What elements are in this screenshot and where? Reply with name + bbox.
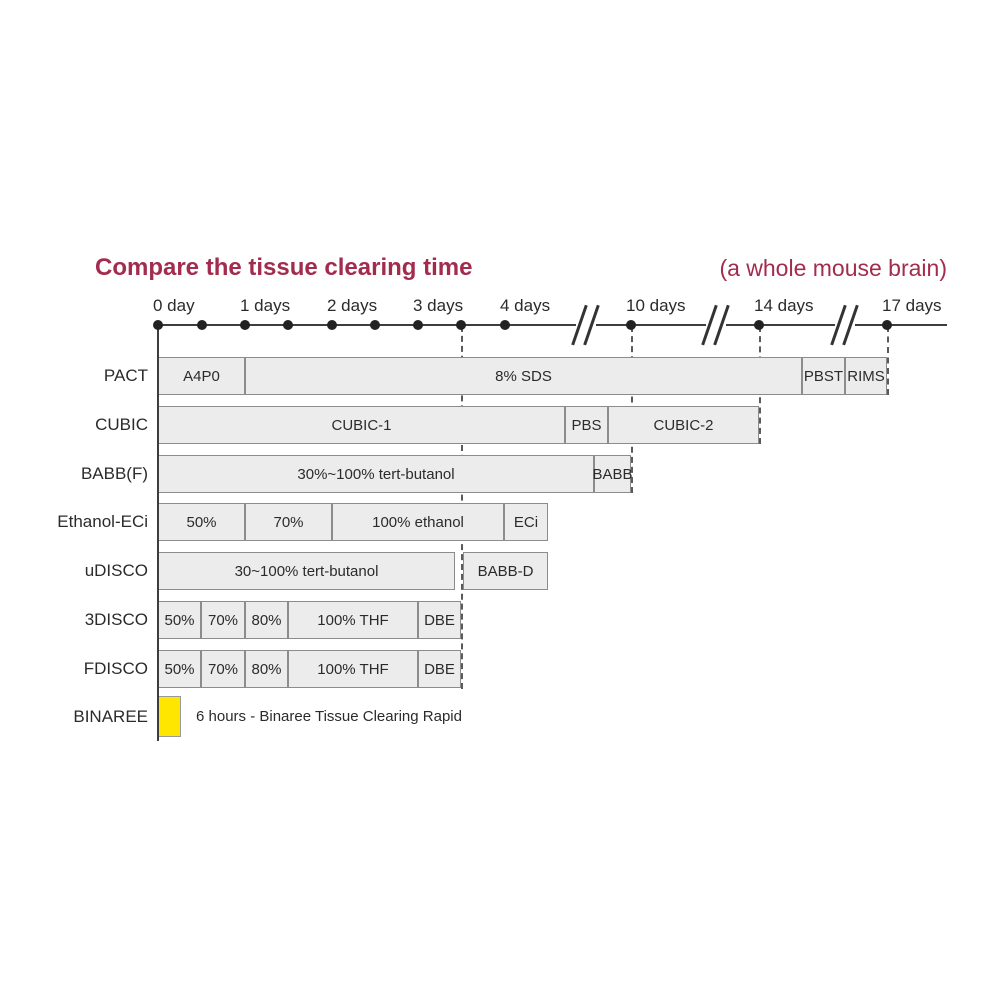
- bar-segment: PBS: [565, 406, 608, 444]
- axis-tick-label: 3 days: [413, 296, 464, 315]
- bar-segment: 30~100% tert-butanol: [158, 552, 455, 590]
- axis-tick-label: 4 days: [500, 296, 551, 315]
- axis-dot: [197, 320, 207, 330]
- bar-segment: 100% THF: [288, 650, 418, 688]
- bar-segment: CUBIC-2: [608, 406, 759, 444]
- bar-segment: BABB: [594, 455, 631, 493]
- axis-tick-label: 2 days: [327, 296, 378, 315]
- axis-dot: [882, 320, 892, 330]
- axis-dot: [500, 320, 510, 330]
- bar-segment: 70%: [201, 650, 245, 688]
- bar-segment: 50%: [158, 601, 201, 639]
- bar-segment: 80%: [245, 601, 288, 639]
- axis-dot: [327, 320, 337, 330]
- row-label: BABB(F): [80, 464, 148, 483]
- figure-subtitle: (a whole mouse brain): [719, 255, 947, 281]
- row-label: BINAREE: [73, 706, 148, 726]
- bar-segment: BABB-D: [463, 552, 548, 590]
- row-label: CUBIC: [95, 415, 148, 434]
- axis-tick-label: 1 days: [240, 296, 291, 315]
- bar-segment: A4P0: [158, 357, 245, 395]
- bar-segment: ECi: [504, 503, 548, 541]
- axis-dot: [370, 320, 380, 330]
- bar-segment: 80%: [245, 650, 288, 688]
- axis-dot: [413, 320, 423, 330]
- bar-segment: 100% ethanol: [332, 503, 504, 541]
- bar-segment: 30%~100% tert-butanol: [158, 455, 594, 493]
- bar-segment: 50%: [158, 650, 201, 688]
- row-label: FDISCO: [83, 659, 148, 678]
- axis-tick-label: 0 day: [153, 296, 195, 315]
- row-label: PACT: [103, 366, 148, 385]
- row-label: 3DISCO: [84, 610, 148, 629]
- bar-segment: RIMS: [845, 357, 887, 395]
- axis-dot: [626, 320, 636, 330]
- bar-segment: DBE: [418, 650, 461, 688]
- bar-segment: [158, 696, 181, 737]
- axis-dot: [240, 320, 250, 330]
- bar-segment: 70%: [245, 503, 332, 541]
- dashed-gridline: [887, 326, 889, 395]
- bar-segment: 8% SDS: [245, 357, 802, 395]
- row-label: Ethanol-ECi: [57, 512, 148, 531]
- row-label: uDISCO: [84, 561, 148, 580]
- axis-line: [158, 324, 947, 326]
- axis-tick-label: 14 days: [754, 296, 814, 315]
- axis-dot: [283, 320, 293, 330]
- bar-segment: 50%: [158, 503, 245, 541]
- figure-title: Compare the tissue clearing time: [95, 254, 473, 281]
- axis-dot: [456, 320, 466, 330]
- axis-dot: [754, 320, 764, 330]
- row-note: 6 hours - Binaree Tissue Clearing Rapid: [196, 708, 462, 725]
- bar-segment: 70%: [201, 601, 245, 639]
- bar-segment: DBE: [418, 601, 461, 639]
- axis-tick-label: 17 days: [882, 296, 942, 315]
- bar-segment: 100% THF: [288, 601, 418, 639]
- axis-origin-line: [157, 325, 159, 741]
- axis-dot: [153, 320, 163, 330]
- bar-segment: PBST: [802, 357, 845, 395]
- bar-segment: CUBIC-1: [158, 406, 565, 444]
- axis-tick-label: 10 days: [626, 296, 686, 315]
